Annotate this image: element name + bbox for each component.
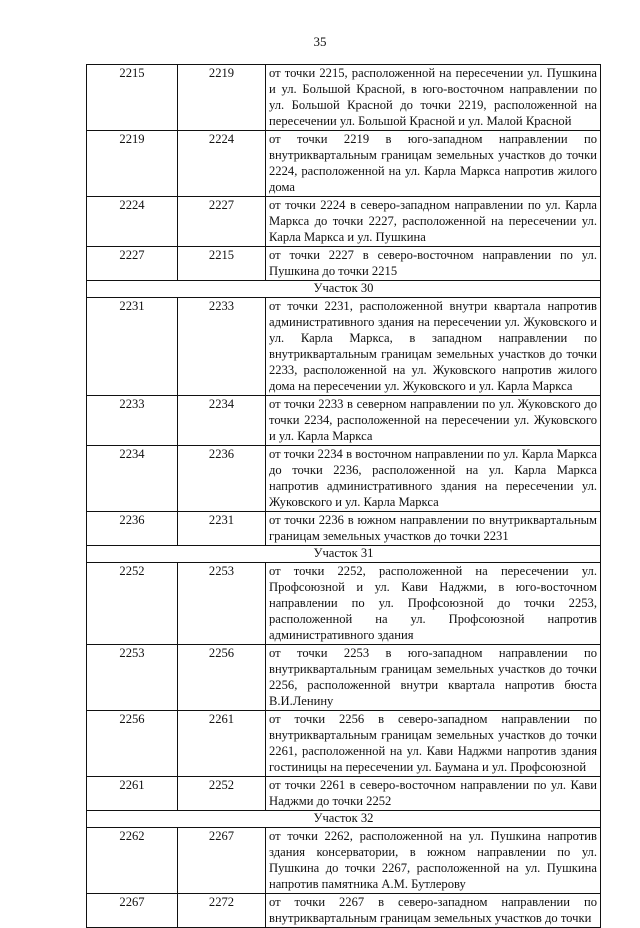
- description-cell: от точки 2219 в юго-западном направлении по внутриквартальным границам земельных участков до точки 2224, расположенной на ул. Карла Маркса напротив жилого дома: [266, 131, 601, 197]
- to-point-cell: 2233: [178, 298, 266, 396]
- table-row: [87, 777, 601, 811]
- to-point-cell: 2236: [178, 446, 266, 512]
- section-header-row: [87, 546, 601, 563]
- table-row: [87, 512, 601, 546]
- from-point-cell: 2253: [87, 645, 178, 711]
- table-row: [87, 131, 601, 197]
- description-cell: от точки 2267 в северо-западном направлении по внутриквартальным границам земельных участков до точки: [266, 894, 601, 928]
- description-cell: от точки 2261 в северо-восточном направлении по ул. Кави Наджми до точки 2252: [266, 777, 601, 811]
- description-cell: от точки 2224 в северо-западном направлении по ул. Карла Маркса до точки 2227, расположенной на пересечении ул. Карла Маркса и ул. Пушкина: [266, 197, 601, 247]
- to-point-cell: 2267: [178, 828, 266, 894]
- description-cell: от точки 2215, расположенной на пересечении ул. Пушкина и ул. Большой Красной, в юго-восточном направлении по ул. Большой Красной до точки 2219, расположенной на пересечении ул. Большой Красной и ул. Малой Красной: [266, 65, 601, 131]
- description-cell: от точки 2256 в северо-западном направлении по внутриквартальным границам земельных участков до точки 2261, расположенной на ул. Кави Наджми напротив здания гостиницы на пересечении ул. Баумана и ул. Профсоюзной: [266, 711, 601, 777]
- to-point-cell: 2224: [178, 131, 266, 197]
- from-point-cell: 2215: [87, 65, 178, 131]
- to-point-cell: 2252: [178, 777, 266, 811]
- from-point-cell: 2227: [87, 247, 178, 281]
- from-point-cell: 2267: [87, 894, 178, 928]
- from-point-cell: 2231: [87, 298, 178, 396]
- description-cell: от точки 2236 в южном направлении по внутриквартальным границам земельных участков до точки 2231: [266, 512, 601, 546]
- from-point-cell: 2261: [87, 777, 178, 811]
- table-row: [87, 828, 601, 894]
- table-row: [87, 645, 601, 711]
- section-title: Участок 30: [87, 281, 601, 298]
- table-row: [87, 563, 601, 645]
- table-row: [87, 197, 601, 247]
- from-point-cell: 2262: [87, 828, 178, 894]
- from-point-cell: 2219: [87, 131, 178, 197]
- table-row: [87, 446, 601, 512]
- description-cell: от точки 2252, расположенной на пересечении ул. Профсоюзной и ул. Кави Наджми, в юго-восточном направлении по ул. Профсоюзной до точки 2253, расположенной на ул. Профсоюзной напротив административного здания: [266, 563, 601, 645]
- to-point-cell: 2215: [178, 247, 266, 281]
- table-row: [87, 247, 601, 281]
- to-point-cell: 2272: [178, 894, 266, 928]
- table-body: [87, 65, 601, 928]
- from-point-cell: 2234: [87, 446, 178, 512]
- table-row: [87, 396, 601, 446]
- from-point-cell: 2252: [87, 563, 178, 645]
- description-cell: от точки 2234 в восточном направлении по ул. Карла Маркса до точки 2236, расположенной на ул. Карла Маркса напротив административного здания на пересечении ул. Жуковского и ул. Карла Маркса: [266, 446, 601, 512]
- table-row: [87, 65, 601, 131]
- section-title: Участок 31: [87, 546, 601, 563]
- from-point-cell: 2224: [87, 197, 178, 247]
- description-cell: от точки 2262, расположенной на ул. Пушкина напротив здания консерватории, в южном направлении по ул. Пушкина до точки 2267, расположенной на ул. Пушкина напротив памятника А.М. Бутлерову: [266, 828, 601, 894]
- description-cell: от точки 2233 в северном направлении по ул. Жуковского до точки 2234, расположенной на пересечении ул. Жуковского и ул. Карла Маркса: [266, 396, 601, 446]
- boundary-points-table: [86, 64, 601, 928]
- from-point-cell: 2233: [87, 396, 178, 446]
- section-header-row: [87, 281, 601, 298]
- to-point-cell: 2234: [178, 396, 266, 446]
- section-title: Участок 32: [87, 811, 601, 828]
- to-point-cell: 2227: [178, 197, 266, 247]
- description-cell: от точки 2231, расположенной внутри квартала напротив административного здания на пересечении ул. Жуковского и ул. Карла Маркса, в западном направлении по внутриквартальным границам земельных участков до точки 2233, расположенной на ул. Жуковского напротив жилого дома на пересечении ул. Жуковского и ул. Карла Маркса: [266, 298, 601, 396]
- to-point-cell: 2256: [178, 645, 266, 711]
- table-row: [87, 894, 601, 928]
- to-point-cell: 2219: [178, 65, 266, 131]
- to-point-cell: 2261: [178, 711, 266, 777]
- table-row: [87, 298, 601, 396]
- description-cell: от точки 2227 в северо-восточном направлении по ул. Пушкина до точки 2215: [266, 247, 601, 281]
- section-header-row: [87, 811, 601, 828]
- page-number: 35: [313, 34, 327, 49]
- description-cell: от точки 2253 в юго-западном направлении по внутриквартальным границам земельных участков до точки 2256, расположенной внутри квартала напротив бюста В.И.Ленину: [266, 645, 601, 711]
- to-point-cell: 2231: [178, 512, 266, 546]
- to-point-cell: 2253: [178, 563, 266, 645]
- table-row: [87, 711, 601, 777]
- from-point-cell: 2236: [87, 512, 178, 546]
- from-point-cell: 2256: [87, 711, 178, 777]
